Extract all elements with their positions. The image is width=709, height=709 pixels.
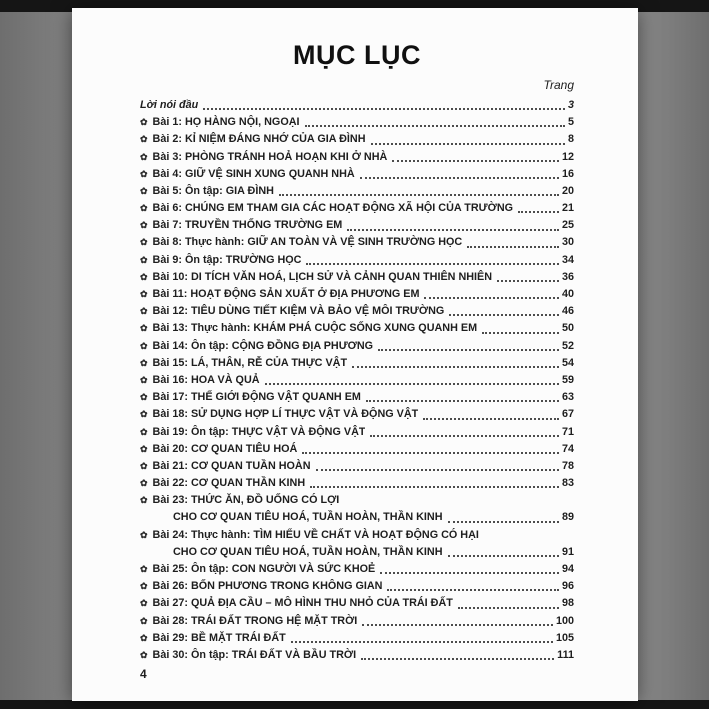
page-column-header: Trang	[543, 78, 574, 92]
toc-entry	[140, 441, 574, 458]
flower-bullet-icon: ✿	[140, 581, 148, 592]
dot-leader	[449, 314, 559, 316]
toc-entry-label: Bài 13: Thực hành: KHÁM PHÁ CUỘC SỐNG XUNG QUANH EM	[152, 322, 478, 335]
toc-entry-label: Bài 29: BỀ MẶT TRÁI ĐẤT	[152, 631, 286, 644]
toc-entry-label: CHO CƠ QUAN TIÊU HOÁ, TUẦN HOÀN, THẦN KINH	[173, 545, 443, 558]
dot-leader	[378, 349, 559, 351]
toc-entry-label: Bài 15: LÁ, THÂN, RỄ CỦA THỰC VẬT	[152, 356, 348, 369]
toc-entry-page: 36	[561, 270, 574, 283]
toc-entry	[140, 458, 574, 475]
toc-entry-label: Bài 25: Ôn tập: CON NGƯỜI VÀ SỨC KHOẺ	[152, 563, 376, 576]
bottom-black-edge	[0, 700, 709, 709]
toc-entry-label: Bài 20: CƠ QUAN TIÊU HOÁ	[152, 442, 298, 455]
book-page	[72, 8, 638, 701]
toc-entry-page: 34	[561, 253, 574, 266]
toc-entry-continuation	[140, 510, 574, 527]
dot-leader	[448, 521, 559, 523]
dot-leader	[458, 607, 559, 609]
toc-entry	[140, 217, 574, 234]
toc-entry	[140, 578, 574, 595]
toc-entry	[140, 286, 574, 303]
toc-entry	[140, 424, 574, 441]
toc-entry	[140, 595, 574, 612]
toc-entry-label: CHO CƠ QUAN TIÊU HOÁ, TUẦN HOÀN, THẦN KINH	[173, 511, 443, 524]
dot-leader	[265, 383, 559, 385]
toc-entry-page: 8	[567, 133, 574, 146]
toc-entry	[140, 338, 574, 355]
toc-entry-label: Bài 5: Ôn tập: GIA ĐÌNH	[152, 184, 274, 197]
toc-entry-page: 40	[561, 288, 574, 301]
toc-entry-label: Bài 21: CƠ QUAN TUẦN HOÀN	[152, 459, 311, 472]
toc-entry-label: Bài 17: THẾ GIỚI ĐỘNG VẬT QUANH EM	[152, 391, 361, 404]
toc-entry-page: 100	[555, 614, 574, 627]
dot-leader	[482, 332, 559, 334]
flower-bullet-icon: ✿	[140, 392, 148, 403]
flower-bullet-icon: ✿	[140, 426, 148, 437]
flower-bullet-icon: ✿	[140, 615, 148, 626]
toc-entry	[140, 183, 574, 200]
toc-entry-page: 67	[561, 408, 574, 421]
flower-bullet-icon: ✿	[140, 598, 148, 609]
toc-entry-page: 30	[561, 236, 574, 249]
flower-bullet-icon: ✿	[140, 357, 148, 368]
toc-entry-page: 5	[567, 116, 574, 129]
page-title: MỤC LỤC	[293, 40, 421, 70]
toc-entry-label: Bài 9: Ôn tập: TRƯỜNG HỌC	[152, 253, 302, 266]
flower-bullet-icon: ✿	[140, 409, 148, 420]
toc-entry-label: Bài 26: BỐN PHƯƠNG TRONG KHÔNG GIAN	[152, 580, 383, 593]
flower-bullet-icon: ✿	[140, 237, 148, 248]
toc-entry-page: 111	[557, 648, 574, 661]
toc-content	[140, 8, 574, 664]
dot-leader	[366, 400, 559, 402]
toc-entry	[140, 372, 574, 389]
toc-entry	[140, 97, 574, 114]
flower-bullet-icon: ✿	[140, 220, 148, 231]
toc-entry-page: 54	[561, 356, 574, 369]
flower-bullet-icon: ✿	[140, 478, 148, 489]
toc-entry-page: 46	[561, 305, 574, 318]
toc-entry-page: 16	[561, 167, 574, 180]
toc-entry-label: Lời nói đầu	[140, 98, 199, 111]
dot-leader	[423, 418, 559, 420]
dot-leader	[448, 555, 559, 557]
toc-entry-page: 105	[555, 631, 574, 644]
toc-entry-label: Bài 10: DI TÍCH VĂN HOÁ, LỊCH SỬ VÀ CẢNH QUAN THIÊN NHIÊN	[152, 270, 493, 283]
dot-leader	[203, 108, 565, 110]
toc-entry-label: Bài 24: Thực hành: TÌM HIỂU VỀ CHẤT VÀ HOẠT ĐỘNG CÓ HẠI	[152, 528, 479, 541]
toc-entry	[140, 613, 574, 630]
toc-entry	[140, 200, 574, 217]
toc-entry-label: Bài 27: QUẢ ĐỊA CẦU – MÔ HÌNH THU NHỎ CỦA TRÁI ĐẤT	[152, 597, 453, 610]
dot-leader	[424, 297, 559, 299]
toc-entry-page: 74	[561, 442, 574, 455]
toc-entry-label: Bài 6: CHÚNG EM THAM GIA CÁC HOẠT ĐỘNG XÃ HỘI CỦA TRƯỜNG	[152, 202, 514, 215]
toc-entry	[140, 303, 574, 320]
toc-entry-page: 89	[561, 511, 574, 524]
flower-bullet-icon: ✿	[140, 151, 148, 162]
toc-entry-label: Bài 8: Thực hành: GIỮ AN TOÀN VÀ VỆ SINH TRƯỜNG HỌC	[152, 236, 463, 249]
toc-entry-page: 50	[561, 322, 574, 335]
flower-bullet-icon: ✿	[140, 289, 148, 300]
flower-bullet-icon: ✿	[140, 254, 148, 265]
toc-entry-label: Bài 12: TIÊU DÙNG TIẾT KIỆM VÀ BẢO VỆ MÔI TRƯỜNG	[152, 305, 445, 318]
toc-entry-page: 59	[561, 373, 574, 386]
flower-bullet-icon: ✿	[140, 632, 148, 643]
flower-bullet-icon: ✿	[140, 323, 148, 334]
flower-bullet-icon: ✿	[140, 117, 148, 128]
toc-entry-page: 12	[561, 150, 574, 163]
toc-entry-page: 98	[561, 597, 574, 610]
toc-entry-label: Bài 2: KỈ NIỆM ĐÁNG NHỚ CỦA GIA ĐÌNH	[152, 133, 366, 146]
flower-bullet-icon: ✿	[140, 134, 148, 145]
toc-entry	[140, 252, 574, 269]
dot-leader	[310, 486, 559, 488]
toc-entry-page: 71	[561, 425, 574, 438]
dot-leader	[347, 229, 559, 231]
dot-leader	[518, 211, 559, 213]
dot-leader	[387, 589, 559, 591]
toc-entry	[140, 630, 574, 647]
toc-entry-page: 91	[561, 545, 574, 558]
dot-leader	[497, 280, 559, 282]
dot-leader	[392, 160, 559, 162]
toc-entry-page: 20	[561, 184, 574, 197]
toc-entry	[140, 114, 574, 131]
toc-entry-page: 63	[561, 391, 574, 404]
flower-bullet-icon: ✿	[140, 564, 148, 575]
dot-leader	[302, 452, 559, 454]
dot-leader	[360, 177, 559, 179]
toc-entry	[140, 269, 574, 286]
flower-bullet-icon: ✿	[140, 306, 148, 317]
flower-bullet-icon: ✿	[140, 185, 148, 196]
dot-leader	[305, 125, 565, 127]
dot-leader	[380, 572, 559, 574]
toc-entry-label: Bài 18: SỬ DỤNG HỢP LÍ THỰC VẬT VÀ ĐỘNG VẬT	[152, 408, 419, 421]
flower-bullet-icon: ✿	[140, 168, 148, 179]
toc-entry-label: Bài 22: CƠ QUAN THẦN KINH	[152, 477, 306, 490]
toc-entry-label: Bài 30: Ôn tập: TRÁI ĐẤT VÀ BẦU TRỜI	[152, 648, 357, 661]
dot-leader	[361, 658, 554, 660]
toc-entry	[140, 131, 574, 148]
toc-entry	[140, 406, 574, 423]
flower-bullet-icon: ✿	[140, 460, 148, 471]
toc-entry-label: Bài 19: Ôn tập: THỰC VẬT VÀ ĐỘNG VẬT	[152, 425, 366, 438]
flower-bullet-icon: ✿	[140, 203, 148, 214]
toc-entry	[140, 235, 574, 252]
dot-leader	[316, 469, 559, 471]
toc-entry-page: 52	[561, 339, 574, 352]
flower-bullet-icon: ✿	[140, 495, 148, 506]
flower-bullet-icon: ✿	[140, 340, 148, 351]
toc-entry-label: Bài 14: Ôn tập: CỘNG ĐỒNG ĐỊA PHƯƠNG	[152, 339, 374, 352]
flower-bullet-icon: ✿	[140, 271, 148, 282]
page-number: 4	[140, 667, 147, 681]
toc-entry	[140, 647, 574, 664]
toc-entry	[140, 355, 574, 372]
toc-entry	[140, 492, 574, 509]
dot-leader	[279, 194, 559, 196]
toc-entry-page: 94	[561, 563, 574, 576]
toc-entry-label: Bài 28: TRÁI ĐẤT TRONG HỆ MẶT TRỜI	[152, 614, 358, 627]
dot-leader	[371, 143, 565, 145]
flower-bullet-icon: ✿	[140, 443, 148, 454]
dot-leader	[370, 435, 559, 437]
backdrop-left	[0, 0, 74, 709]
flower-bullet-icon: ✿	[140, 529, 148, 540]
toc-entry-label: Bài 16: HOA VÀ QUẢ	[152, 373, 260, 386]
toc-entry	[140, 389, 574, 406]
toc-entry-page: 21	[561, 202, 574, 215]
dot-leader	[467, 246, 559, 248]
toc-entry	[140, 527, 574, 544]
toc-entry-page: 25	[561, 219, 574, 232]
backdrop-right	[635, 0, 709, 709]
toc-entry-label: Bài 7: TRUYỀN THỐNG TRƯỜNG EM	[152, 219, 343, 232]
dot-leader	[306, 263, 559, 265]
toc-entry-label: Bài 4: GIỮ VỆ SINH XUNG QUANH NHÀ	[152, 167, 355, 180]
toc-entry-label: Bài 11: HOẠT ĐỘNG SẢN XUẤT Ở ĐỊA PHƯƠNG EM	[152, 288, 420, 301]
toc-entry-label: Bài 23: THỨC ĂN, ĐỒ UỐNG CÓ LỢI	[152, 494, 340, 507]
dot-leader	[362, 624, 553, 626]
flower-bullet-icon: ✿	[140, 374, 148, 385]
toc-entry-page: 83	[561, 477, 574, 490]
dot-leader	[291, 641, 553, 643]
toc-entry-label: Bài 3: PHÒNG TRÁNH HOẢ HOẠN KHI Ở NHÀ	[152, 150, 388, 163]
flower-bullet-icon: ✿	[140, 649, 148, 660]
toc-entry-label: Bài 1: HỌ HÀNG NỘI, NGOẠI	[152, 116, 300, 129]
toc-entry	[140, 561, 574, 578]
toc-entry-page: 3	[567, 98, 574, 111]
dot-leader	[352, 366, 559, 368]
toc-list	[140, 97, 574, 664]
toc-entry	[140, 166, 574, 183]
toc-entry-page: 78	[561, 459, 574, 472]
toc-entry-page: 96	[561, 580, 574, 593]
toc-entry	[140, 149, 574, 166]
toc-entry-continuation	[140, 544, 574, 561]
toc-entry	[140, 475, 574, 492]
toc-entry	[140, 320, 574, 337]
